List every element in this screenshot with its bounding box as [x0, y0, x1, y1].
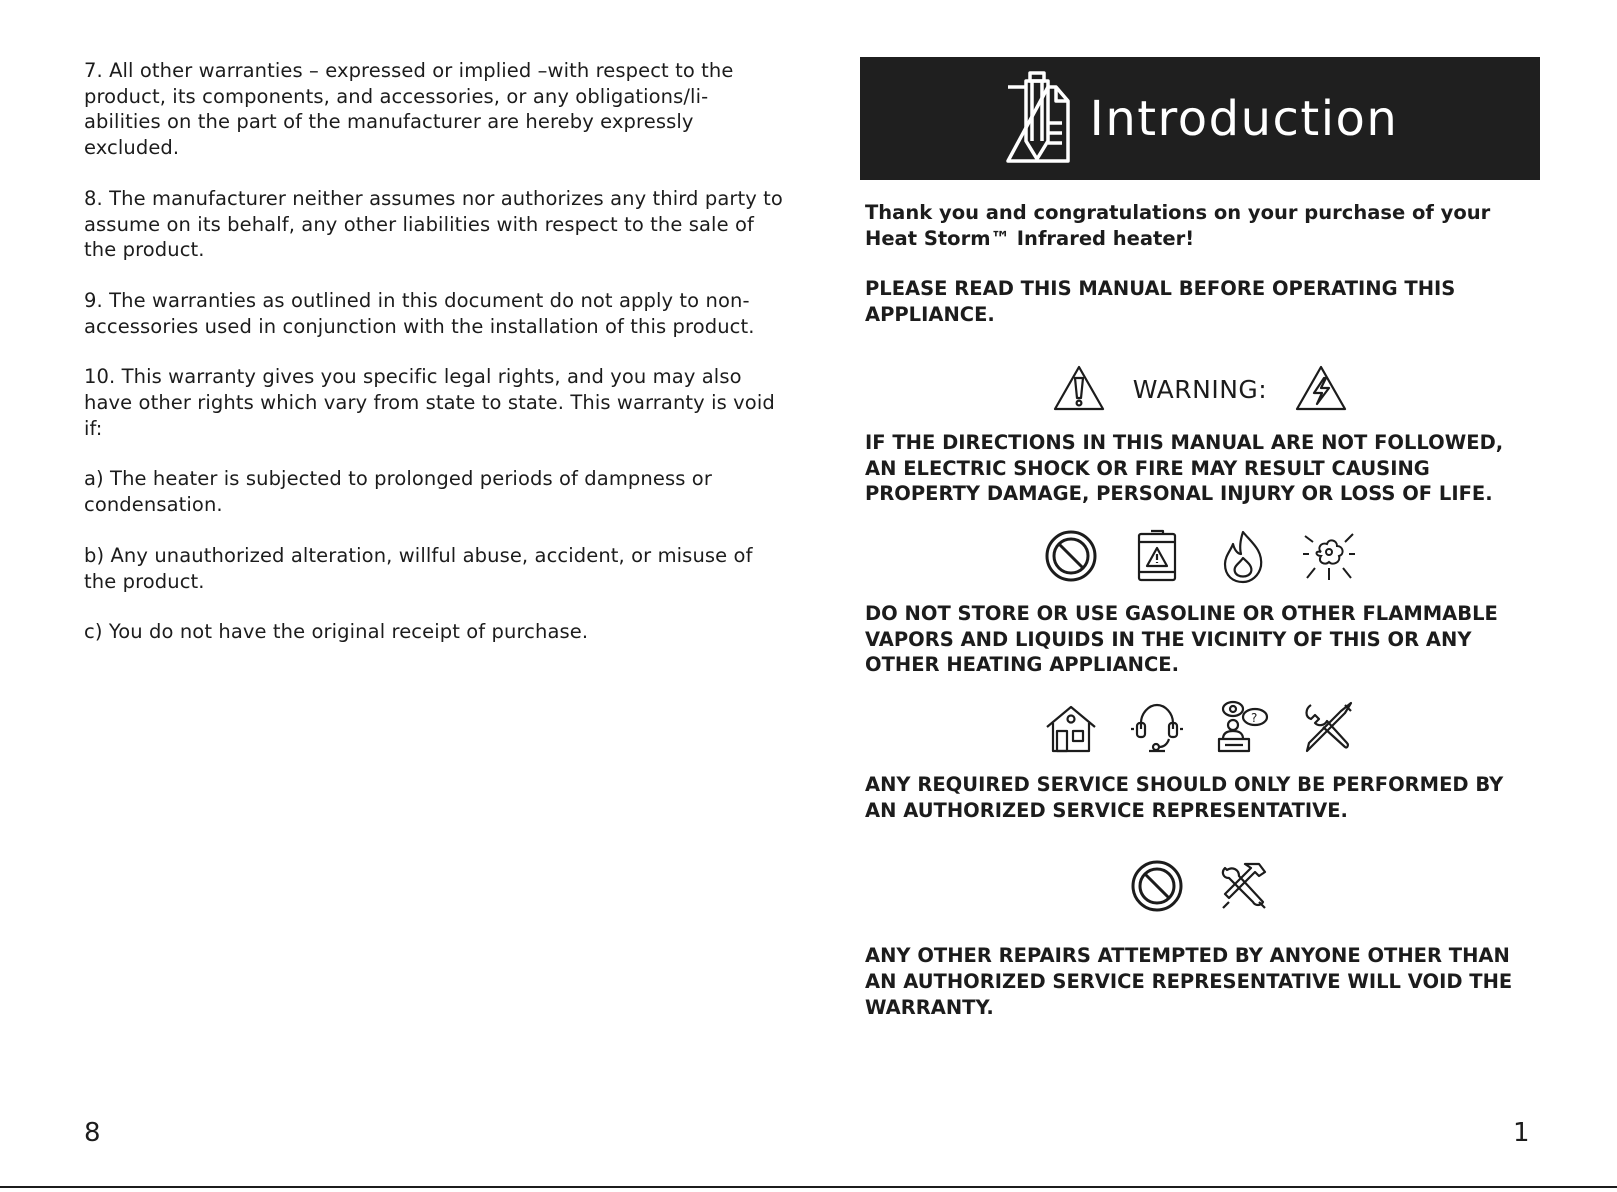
explosion-icon [1301, 528, 1357, 588]
headset-support-icon [1129, 699, 1185, 759]
house-icon [1043, 699, 1099, 759]
banner-title: Introduction [1089, 90, 1399, 147]
fuel-barrel-icon [1129, 528, 1185, 588]
service-icon-row [860, 698, 1540, 760]
void-condition-c: c) You do not have the original receipt of purchase. [84, 620, 589, 644]
service-warning-text: ANY REQUIRED SERVICE SHOULD ONLY BE PERFORMED BY AN AUTHORIZED SERVICE REPRESENTATIVE. [865, 773, 1504, 822]
void-condition-a: a) The heater is subjected to prolonged periods of dampness or condensation. [84, 467, 712, 517]
repairs-icon-row [860, 857, 1540, 919]
prohibited-icon [1129, 858, 1185, 918]
warranty-clause-10: 10. This warranty gives you specific legal rights, and you may also have other rights which vary from state to state. This warranty is void if: [84, 365, 775, 440]
warning-exclamation-icon [1053, 364, 1105, 416]
warranty-clause-9: 9. The warranties as outlined in this document do not apply to non-accessories used in conjunction with the installation of this product. [84, 288, 755, 338]
hammer-wrench-icon [1215, 858, 1271, 918]
warranty-clause-7: 7. All other warranties – expressed or implied –with respect to the product, its components, and accessories, or any obligations/li- abilities on the part of the manufacturer are hereby expressly excluded. [84, 59, 734, 160]
svg-text:?: ? [1251, 711, 1258, 726]
left-page [84, 58, 784, 670]
left-page-number: 8 [84, 1118, 101, 1148]
warning-label: WARNING: [1132, 375, 1268, 405]
help-desk-icon [1215, 699, 1271, 759]
warranty-clause-8: 8. The manufacturer neither assumes nor authorizes any third party to assume on its behalf, any other liabilities with respect to the sale of the product. [84, 186, 783, 262]
flammable-warning-text: DO NOT STORE OR USE GASOLINE OR OTHER FLAMMABLE VAPORS AND LIQUIDS IN THE VICINITY OF THIS OR ANY OTHER HEATING APPLIANCE. [865, 601, 1498, 677]
read-manual-text: PLEASE READ THIS MANUAL BEFORE OPERATING THIS APPLIANCE. [865, 277, 1456, 327]
void-condition-b: b) Any unauthorized alteration, willful abuse, accident, or misuse of the product. [84, 543, 753, 593]
introduction-banner [860, 57, 1540, 180]
thanks-text: Thank you and congratulations on your purchase of your Heat Storm™ Infrared heater! [865, 201, 1491, 250]
repairs-warning-text: ANY OTHER REPAIRS ATTEMPTED BY ANYONE OTHER THAN AN AUTHORIZED SERVICE REPRESENTATIVE WILL VOID THE WARRANTY. [865, 944, 1513, 1019]
right-page [860, 57, 1540, 1021]
warning-header [860, 364, 1540, 416]
manual-pencil-icon [1002, 67, 1072, 171]
bottom-divider [0, 1186, 1617, 1188]
warning-text: IF THE DIRECTIONS IN THIS MANUAL ARE NOT FOLLOWED, AN ELECTRIC SHOCK OR FIRE MAY RESULT CAUSING PROPERTY DAMAGE, PERSONAL INJURY OR LOSS OF LIFE. [865, 430, 1504, 506]
flammable-icon-row [860, 527, 1540, 589]
flame-icon [1215, 528, 1271, 588]
prohibited-icon [1043, 528, 1099, 588]
warning-electric-icon [1295, 364, 1347, 416]
right-page-number: 1 [1513, 1118, 1530, 1148]
tools-icon [1301, 699, 1357, 759]
